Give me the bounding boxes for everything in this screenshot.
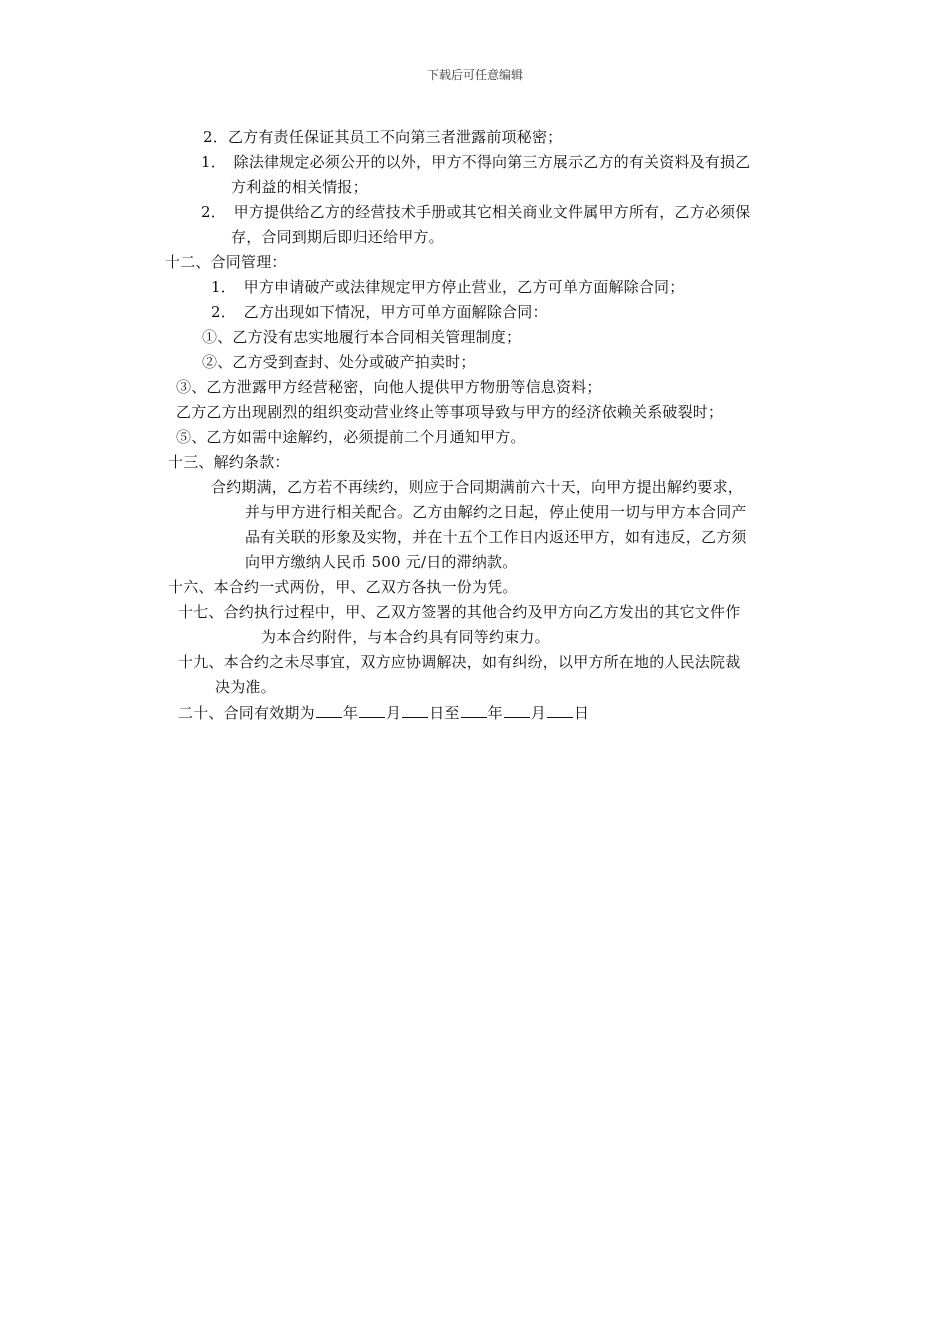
day-blank xyxy=(547,702,573,718)
page-header: 下载后可任意编辑 xyxy=(426,68,523,82)
clause-line: 方利益的相关情报； xyxy=(231,178,368,196)
year-label: 年 xyxy=(342,704,359,722)
month-blank xyxy=(504,702,530,718)
section-heading: 十六、本合约一式两份，甲、乙双方各执一份为凭。 xyxy=(168,578,518,596)
clause-line: ③、乙方泄露甲方经营秘密，向他人提供甲方物册等信息资料； xyxy=(176,378,602,396)
day-blank xyxy=(402,702,428,718)
clause-line: 2． 乙方出现如下情况，甲方可单方面解除合同： xyxy=(211,303,548,321)
validity-line xyxy=(178,702,589,723)
clause-line: ①、乙方没有忠实地履行本合同相关管理制度； xyxy=(202,328,522,346)
clause-line: 为本合约附件，与本合约具有同等约束力。 xyxy=(261,628,550,646)
clause-line: 合约期满，乙方若不再续约，则应于合同期满前六十天，向甲方提出解约要求， xyxy=(211,478,744,496)
year-label: 年 xyxy=(487,704,503,722)
clause-line: ⑤、乙方如需中途解约，必须提前二个月通知甲方。 xyxy=(176,428,526,446)
month-label: 月 xyxy=(386,704,402,722)
section-heading: 十七、合约执行过程中，甲、乙双方签署的其他合约及甲方向乙方发出的其它文件作 xyxy=(178,603,741,621)
clause-line: 乙方乙方出现剧烈的组织变动营业终止等事项导致与甲方的经济依赖关系破裂时； xyxy=(176,403,724,421)
month-blank xyxy=(359,702,385,718)
section-heading: 十二、合同管理： xyxy=(165,253,287,271)
clause-line: 并与甲方进行相关配合。乙方由解约之日起，停止使用一切与甲方本合同产 xyxy=(245,503,747,521)
clause-line: 存，合同到期后即归还给甲方。 xyxy=(231,228,444,246)
month-label: 月 xyxy=(530,704,547,722)
year-blank xyxy=(461,702,487,718)
clause-line: 1． 除法律规定必须公开的以外，甲方不得向第三方展示乙方的有关资料及有损乙 xyxy=(201,153,751,171)
year-blank xyxy=(316,702,342,718)
day-label: 日至 xyxy=(429,704,460,722)
clause-line: 2． 甲方提供给乙方的经营技术手册或其它相关商业文件属甲方所有，乙方必须保 xyxy=(201,203,751,221)
validity-prefix: 二十、合同有效期为 xyxy=(178,704,315,722)
day-label: 日 xyxy=(574,704,590,722)
clause-line: 向甲方缴纳人民币 500 元/日的滞纳款。 xyxy=(245,553,518,571)
clause-line: 品有关联的形象及实物，并在十五个工作日内返还甲方，如有违反，乙方须 xyxy=(245,528,747,546)
clause-line: 1． 甲方申请破产或法律规定甲方停止营业，乙方可单方面解除合同； xyxy=(211,278,685,296)
section-heading: 十九、本合约之未尽事宜，双方应协调解决，如有纠纷，以甲方所在地的人民法院裁 xyxy=(178,653,741,671)
clause-line: ②、乙方受到查封、处分或破产拍卖时； xyxy=(202,353,476,371)
clause-line: 决为准。 xyxy=(215,678,276,696)
section-heading: 十三、解约条款： xyxy=(168,453,290,471)
clause-line: 2．乙方有责任保证其员工不向第三者泄露前项秘密； xyxy=(203,128,563,146)
